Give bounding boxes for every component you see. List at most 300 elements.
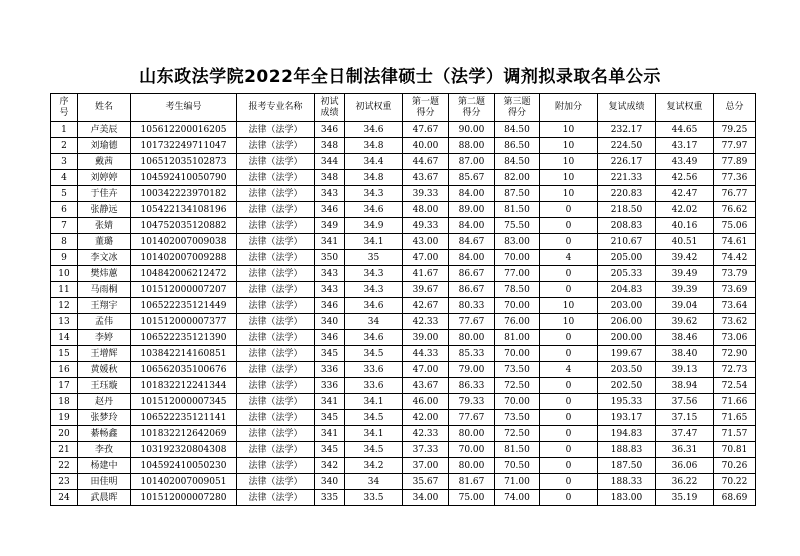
cell-q2-score: 87.00 [449, 154, 495, 170]
cell-retest-score: 226.17 [598, 154, 656, 170]
cell-q2-score: 77.67 [449, 314, 495, 330]
cell-q2-score: 85.33 [449, 346, 495, 362]
cell-retest-score: 199.67 [598, 346, 656, 362]
cell-exam-id: 101512000007280 [131, 490, 237, 506]
cell-prelim-weight: 34.3 [345, 266, 403, 282]
cell-retest-score: 183.00 [598, 490, 656, 506]
cell-retest-score: 206.00 [598, 314, 656, 330]
table-row [51, 490, 756, 506]
cell-prelim-score: 343 [315, 282, 345, 298]
table-row [51, 330, 756, 346]
cell-retest-score: 203.50 [598, 362, 656, 378]
cell-bonus: 0 [540, 394, 598, 410]
cell-q3-score: 70.00 [495, 346, 540, 362]
cell-total: 72.90 [714, 346, 756, 362]
cell-major: 法律（法学） [237, 234, 315, 250]
cell-bonus: 0 [540, 282, 598, 298]
cell-retest-score: 204.83 [598, 282, 656, 298]
cell-major: 法律（法学） [237, 474, 315, 490]
cell-q2-score: 80.00 [449, 458, 495, 474]
cell-exam-id: 103192320804308 [131, 442, 237, 458]
table-row [51, 474, 756, 490]
cell-q1-score: 35.67 [403, 474, 449, 490]
cell-major: 法律（法学） [237, 202, 315, 218]
header-text: 得分 [462, 107, 481, 118]
cell-retest-weight: 39.42 [656, 250, 714, 266]
cell-index: 10 [51, 266, 78, 282]
cell-q1-score: 37.33 [403, 442, 449, 458]
header-text: 姓名 [94, 102, 113, 112]
cell-prelim-weight: 34.6 [345, 202, 403, 218]
cell-index: 2 [51, 138, 78, 154]
cell-total: 73.69 [714, 282, 756, 298]
cell-q2-score: 84.00 [449, 218, 495, 234]
cell-q1-score: 40.00 [403, 138, 449, 154]
cell-name: 李孜 [78, 442, 131, 458]
cell-retest-weight: 42.56 [656, 170, 714, 186]
cell-q3-score: 78.50 [495, 282, 540, 298]
cell-name: 于佳卉 [78, 186, 131, 202]
cell-bonus: 4 [540, 250, 598, 266]
cell-total: 75.06 [714, 218, 756, 234]
cell-index: 5 [51, 186, 78, 202]
cell-exam-id: 104592410050230 [131, 458, 237, 474]
cell-q2-score: 79.33 [449, 394, 495, 410]
cell-prelim-score: 346 [315, 202, 345, 218]
cell-retest-score: 208.83 [598, 218, 656, 234]
cell-retest-weight: 39.62 [656, 314, 714, 330]
cell-bonus: 0 [540, 346, 598, 362]
cell-name: 綦畅鑫 [78, 426, 131, 442]
cell-exam-id: 101402007009288 [131, 250, 237, 266]
cell-index: 3 [51, 154, 78, 170]
cell-exam-id: 106562035100676 [131, 362, 237, 378]
cell-prelim-weight: 34.9 [345, 218, 403, 234]
table-row [51, 314, 756, 330]
cell-total: 76.62 [714, 202, 756, 218]
cell-q2-score: 81.67 [449, 474, 495, 490]
cell-retest-score: 203.00 [598, 298, 656, 314]
header-text: 初试权重 [355, 102, 392, 112]
cell-bonus: 10 [540, 298, 598, 314]
cell-q2-score: 80.33 [449, 298, 495, 314]
cell-index: 23 [51, 474, 78, 490]
cell-name: 孟伟 [78, 314, 131, 330]
header-text: 总分 [725, 102, 744, 112]
cell-total: 73.79 [714, 266, 756, 282]
header-text: 第一题 [411, 96, 439, 107]
table-body [51, 122, 756, 506]
cell-bonus: 10 [540, 186, 598, 202]
cell-total: 71.65 [714, 410, 756, 426]
header-text: 号 [59, 107, 69, 118]
col-header-retest-score [598, 94, 656, 122]
cell-q3-score: 81.50 [495, 442, 540, 458]
cell-exam-id: 105422134108196 [131, 202, 237, 218]
cell-prelim-score: 340 [315, 314, 345, 330]
cell-prelim-score: 341 [315, 234, 345, 250]
cell-retest-weight: 37.56 [656, 394, 714, 410]
cell-index: 24 [51, 490, 78, 506]
cell-bonus: 0 [540, 474, 598, 490]
cell-bonus: 10 [540, 314, 598, 330]
cell-retest-weight: 39.49 [656, 266, 714, 282]
cell-q1-score: 47.00 [403, 250, 449, 266]
cell-major: 法律（法学） [237, 426, 315, 442]
cell-bonus: 0 [540, 202, 598, 218]
cell-total: 72.73 [714, 362, 756, 378]
cell-q1-score: 43.00 [403, 234, 449, 250]
table-row [51, 250, 756, 266]
cell-total: 71.66 [714, 394, 756, 410]
cell-q3-score: 70.00 [495, 250, 540, 266]
cell-index: 17 [51, 378, 78, 394]
header-text: 序 [59, 96, 69, 107]
table-row [51, 282, 756, 298]
cell-exam-id: 104752035120882 [131, 218, 237, 234]
cell-major: 法律（法学） [237, 314, 315, 330]
cell-prelim-score: 335 [315, 490, 345, 506]
cell-index: 20 [51, 426, 78, 442]
col-header-q3-score [495, 94, 540, 122]
cell-retest-weight: 38.94 [656, 378, 714, 394]
cell-prelim-weight: 34.1 [345, 394, 403, 410]
cell-name: 李文冰 [78, 250, 131, 266]
cell-prelim-score: 342 [315, 458, 345, 474]
cell-q1-score: 49.33 [403, 218, 449, 234]
cell-major: 法律（法学） [237, 458, 315, 474]
cell-prelim-weight: 33.6 [345, 362, 403, 378]
cell-total: 73.62 [714, 314, 756, 330]
cell-total: 77.89 [714, 154, 756, 170]
cell-prelim-weight: 33.5 [345, 490, 403, 506]
cell-name: 王增辉 [78, 346, 131, 362]
cell-retest-score: 195.33 [598, 394, 656, 410]
col-header-bonus [540, 94, 598, 122]
cell-name: 张梦玲 [78, 410, 131, 426]
cell-prelim-score: 345 [315, 410, 345, 426]
cell-q1-score: 44.67 [403, 154, 449, 170]
cell-name: 武晨晖 [78, 490, 131, 506]
cell-prelim-weight: 34.6 [345, 330, 403, 346]
cell-bonus: 0 [540, 234, 598, 250]
cell-major: 法律（法学） [237, 378, 315, 394]
cell-q3-score: 72.50 [495, 378, 540, 394]
cell-exam-id: 104842006212472 [131, 266, 237, 282]
col-header-total [714, 94, 756, 122]
cell-retest-weight: 36.06 [656, 458, 714, 474]
cell-total: 74.61 [714, 234, 756, 250]
cell-prelim-score: 346 [315, 298, 345, 314]
cell-q3-score: 70.00 [495, 298, 540, 314]
cell-q3-score: 74.00 [495, 490, 540, 506]
table-row [51, 378, 756, 394]
cell-index: 16 [51, 362, 78, 378]
cell-retest-score: 205.00 [598, 250, 656, 266]
cell-retest-score: 221.33 [598, 170, 656, 186]
cell-index: 11 [51, 282, 78, 298]
col-header-prelim-weight [345, 94, 403, 122]
table-row [51, 410, 756, 426]
cell-total: 74.42 [714, 250, 756, 266]
cell-retest-weight: 39.13 [656, 362, 714, 378]
cell-q3-score: 70.50 [495, 458, 540, 474]
cell-q2-score: 80.00 [449, 330, 495, 346]
cell-retest-score: 220.83 [598, 186, 656, 202]
cell-q1-score: 46.00 [403, 394, 449, 410]
cell-major: 法律（法学） [237, 410, 315, 426]
cell-bonus: 0 [540, 266, 598, 282]
col-header-index [51, 94, 78, 122]
cell-prelim-score: 349 [315, 218, 345, 234]
cell-prelim-score: 336 [315, 378, 345, 394]
cell-index: 14 [51, 330, 78, 346]
cell-retest-weight: 42.47 [656, 186, 714, 202]
cell-q3-score: 86.50 [495, 138, 540, 154]
table-row [51, 298, 756, 314]
cell-prelim-weight: 34 [345, 314, 403, 330]
col-header-major [237, 94, 315, 122]
cell-q1-score: 39.67 [403, 282, 449, 298]
cell-prelim-score: 340 [315, 474, 345, 490]
cell-exam-id: 106522235121449 [131, 298, 237, 314]
cell-total: 76.77 [714, 186, 756, 202]
table-row [51, 122, 756, 138]
cell-total: 70.81 [714, 442, 756, 458]
cell-exam-id: 101832212241344 [131, 378, 237, 394]
table-row [51, 138, 756, 154]
col-header-retest-weight [656, 94, 714, 122]
cell-q1-score: 42.33 [403, 314, 449, 330]
cell-index: 18 [51, 394, 78, 410]
cell-major: 法律（法学） [237, 394, 315, 410]
header-text: 成绩 [320, 107, 339, 118]
header-text: 报考专业名称 [248, 102, 303, 112]
cell-name: 刘瑜德 [78, 138, 131, 154]
cell-name: 田佳明 [78, 474, 131, 490]
cell-q2-score: 88.00 [449, 138, 495, 154]
cell-prelim-score: 343 [315, 186, 345, 202]
cell-q3-score: 73.50 [495, 362, 540, 378]
cell-retest-score: 224.50 [598, 138, 656, 154]
cell-total: 71.57 [714, 426, 756, 442]
cell-exam-id: 101512000007207 [131, 282, 237, 298]
cell-major: 法律（法学） [237, 218, 315, 234]
cell-prelim-weight: 35 [345, 250, 403, 266]
cell-total: 73.06 [714, 330, 756, 346]
cell-q2-score: 79.00 [449, 362, 495, 378]
cell-q3-score: 84.50 [495, 154, 540, 170]
table-row [51, 426, 756, 442]
cell-retest-weight: 43.49 [656, 154, 714, 170]
table-row [51, 154, 756, 170]
cell-retest-score: 232.17 [598, 122, 656, 138]
table-row [51, 362, 756, 378]
cell-major: 法律（法学） [237, 250, 315, 266]
cell-index: 15 [51, 346, 78, 362]
cell-total: 77.97 [714, 138, 756, 154]
cell-total: 70.22 [714, 474, 756, 490]
header-text: 初试 [320, 96, 339, 107]
cell-q1-score: 44.33 [403, 346, 449, 362]
cell-retest-weight: 35.19 [656, 490, 714, 506]
cell-q1-score: 42.33 [403, 426, 449, 442]
cell-major: 法律（法学） [237, 490, 315, 506]
cell-retest-weight: 38.46 [656, 330, 714, 346]
cell-retest-score: 210.67 [598, 234, 656, 250]
cell-q1-score: 47.00 [403, 362, 449, 378]
cell-retest-score: 205.33 [598, 266, 656, 282]
header-text: 得分 [507, 107, 526, 118]
cell-major: 法律（法学） [237, 362, 315, 378]
col-header-name [78, 94, 131, 122]
cell-q2-score: 84.67 [449, 234, 495, 250]
cell-bonus: 0 [540, 378, 598, 394]
cell-total: 72.54 [714, 378, 756, 394]
cell-name: 马雨桐 [78, 282, 131, 298]
cell-q1-score: 43.67 [403, 170, 449, 186]
header-text: 复试成绩 [608, 102, 645, 112]
cell-q3-score: 77.00 [495, 266, 540, 282]
cell-prelim-weight: 34.8 [345, 170, 403, 186]
cell-q2-score: 85.67 [449, 170, 495, 186]
cell-major: 法律（法学） [237, 122, 315, 138]
table-row [51, 458, 756, 474]
cell-major: 法律（法学） [237, 298, 315, 314]
cell-prelim-weight: 34.8 [345, 138, 403, 154]
cell-retest-weight: 36.22 [656, 474, 714, 490]
cell-prelim-weight: 34.1 [345, 234, 403, 250]
admission-table [50, 93, 756, 506]
cell-bonus: 0 [540, 458, 598, 474]
cell-prelim-score: 348 [315, 170, 345, 186]
header-text: 第三题 [503, 96, 531, 107]
cell-retest-score: 188.33 [598, 474, 656, 490]
cell-q3-score: 70.00 [495, 394, 540, 410]
cell-bonus: 10 [540, 170, 598, 186]
cell-major: 法律（法学） [237, 282, 315, 298]
cell-q1-score: 48.00 [403, 202, 449, 218]
table-row [51, 202, 756, 218]
cell-q1-score: 43.67 [403, 378, 449, 394]
cell-q1-score: 37.00 [403, 458, 449, 474]
table-header-row [51, 94, 756, 122]
cell-q2-score: 86.67 [449, 282, 495, 298]
cell-q2-score: 90.00 [449, 122, 495, 138]
cell-name: 戴茜 [78, 154, 131, 170]
cell-prelim-score: 345 [315, 346, 345, 362]
cell-q1-score: 34.00 [403, 490, 449, 506]
cell-exam-id: 106522235121390 [131, 330, 237, 346]
cell-q2-score: 86.67 [449, 266, 495, 282]
cell-q2-score: 84.00 [449, 186, 495, 202]
cell-exam-id: 103842214160851 [131, 346, 237, 362]
cell-major: 法律（法学） [237, 266, 315, 282]
page-title: 山东政法学院2022年全日制法律硕士（法学）调剂拟录取名单公示 [139, 67, 661, 87]
cell-prelim-weight: 34.2 [345, 458, 403, 474]
cell-exam-id: 105612200016205 [131, 122, 237, 138]
cell-q3-score: 72.50 [495, 426, 540, 442]
cell-bonus: 10 [540, 138, 598, 154]
cell-q1-score: 47.67 [403, 122, 449, 138]
cell-prelim-weight: 34.5 [345, 410, 403, 426]
cell-bonus: 0 [540, 410, 598, 426]
cell-prelim-score: 343 [315, 266, 345, 282]
header-text: 第二题 [457, 96, 485, 107]
cell-q2-score: 70.00 [449, 442, 495, 458]
cell-exam-id: 101512000007345 [131, 394, 237, 410]
cell-q1-score: 42.67 [403, 298, 449, 314]
col-header-q1-score [403, 94, 449, 122]
cell-index: 6 [51, 202, 78, 218]
cell-retest-weight: 38.40 [656, 346, 714, 362]
cell-bonus: 0 [540, 426, 598, 442]
table-row [51, 170, 756, 186]
cell-exam-id: 101402007009038 [131, 234, 237, 250]
table-row [51, 234, 756, 250]
cell-prelim-weight: 34 [345, 474, 403, 490]
col-header-exam-id [131, 94, 237, 122]
cell-prelim-weight: 34.1 [345, 426, 403, 442]
cell-q2-score: 86.33 [449, 378, 495, 394]
cell-q3-score: 75.50 [495, 218, 540, 234]
cell-retest-score: 193.17 [598, 410, 656, 426]
cell-retest-weight: 39.39 [656, 282, 714, 298]
cell-exam-id: 101512000007377 [131, 314, 237, 330]
cell-exam-id: 101732249711047 [131, 138, 237, 154]
cell-retest-score: 202.50 [598, 378, 656, 394]
cell-name: 刘婷婷 [78, 170, 131, 186]
table-row [51, 218, 756, 234]
table-row [51, 442, 756, 458]
cell-prelim-score: 341 [315, 394, 345, 410]
cell-exam-id: 101402007009051 [131, 474, 237, 490]
cell-name: 董璐 [78, 234, 131, 250]
cell-total: 73.64 [714, 298, 756, 314]
cell-prelim-score: 350 [315, 250, 345, 266]
cell-exam-id: 101832212642069 [131, 426, 237, 442]
cell-name: 杨建中 [78, 458, 131, 474]
cell-prelim-score: 348 [315, 138, 345, 154]
cell-q1-score: 42.00 [403, 410, 449, 426]
header-text: 复试权重 [666, 102, 703, 112]
cell-index: 8 [51, 234, 78, 250]
cell-index: 7 [51, 218, 78, 234]
cell-bonus: 0 [540, 330, 598, 346]
cell-major: 法律（法学） [237, 330, 315, 346]
cell-prelim-weight: 34.6 [345, 298, 403, 314]
col-header-prelim-score [315, 94, 345, 122]
cell-name: 卢美辰 [78, 122, 131, 138]
table-row [51, 394, 756, 410]
cell-retest-weight: 39.04 [656, 298, 714, 314]
cell-bonus: 0 [540, 442, 598, 458]
table-row [51, 186, 756, 202]
cell-prelim-score: 346 [315, 122, 345, 138]
table-row [51, 346, 756, 362]
cell-q3-score: 81.00 [495, 330, 540, 346]
cell-retest-weight: 44.65 [656, 122, 714, 138]
cell-total: 68.69 [714, 490, 756, 506]
header-text: 得分 [416, 107, 435, 118]
cell-prelim-weight: 34.4 [345, 154, 403, 170]
cell-retest-weight: 37.15 [656, 410, 714, 426]
cell-retest-weight: 37.47 [656, 426, 714, 442]
cell-q2-score: 89.00 [449, 202, 495, 218]
cell-total: 79.25 [714, 122, 756, 138]
cell-prelim-score: 336 [315, 362, 345, 378]
cell-index: 19 [51, 410, 78, 426]
